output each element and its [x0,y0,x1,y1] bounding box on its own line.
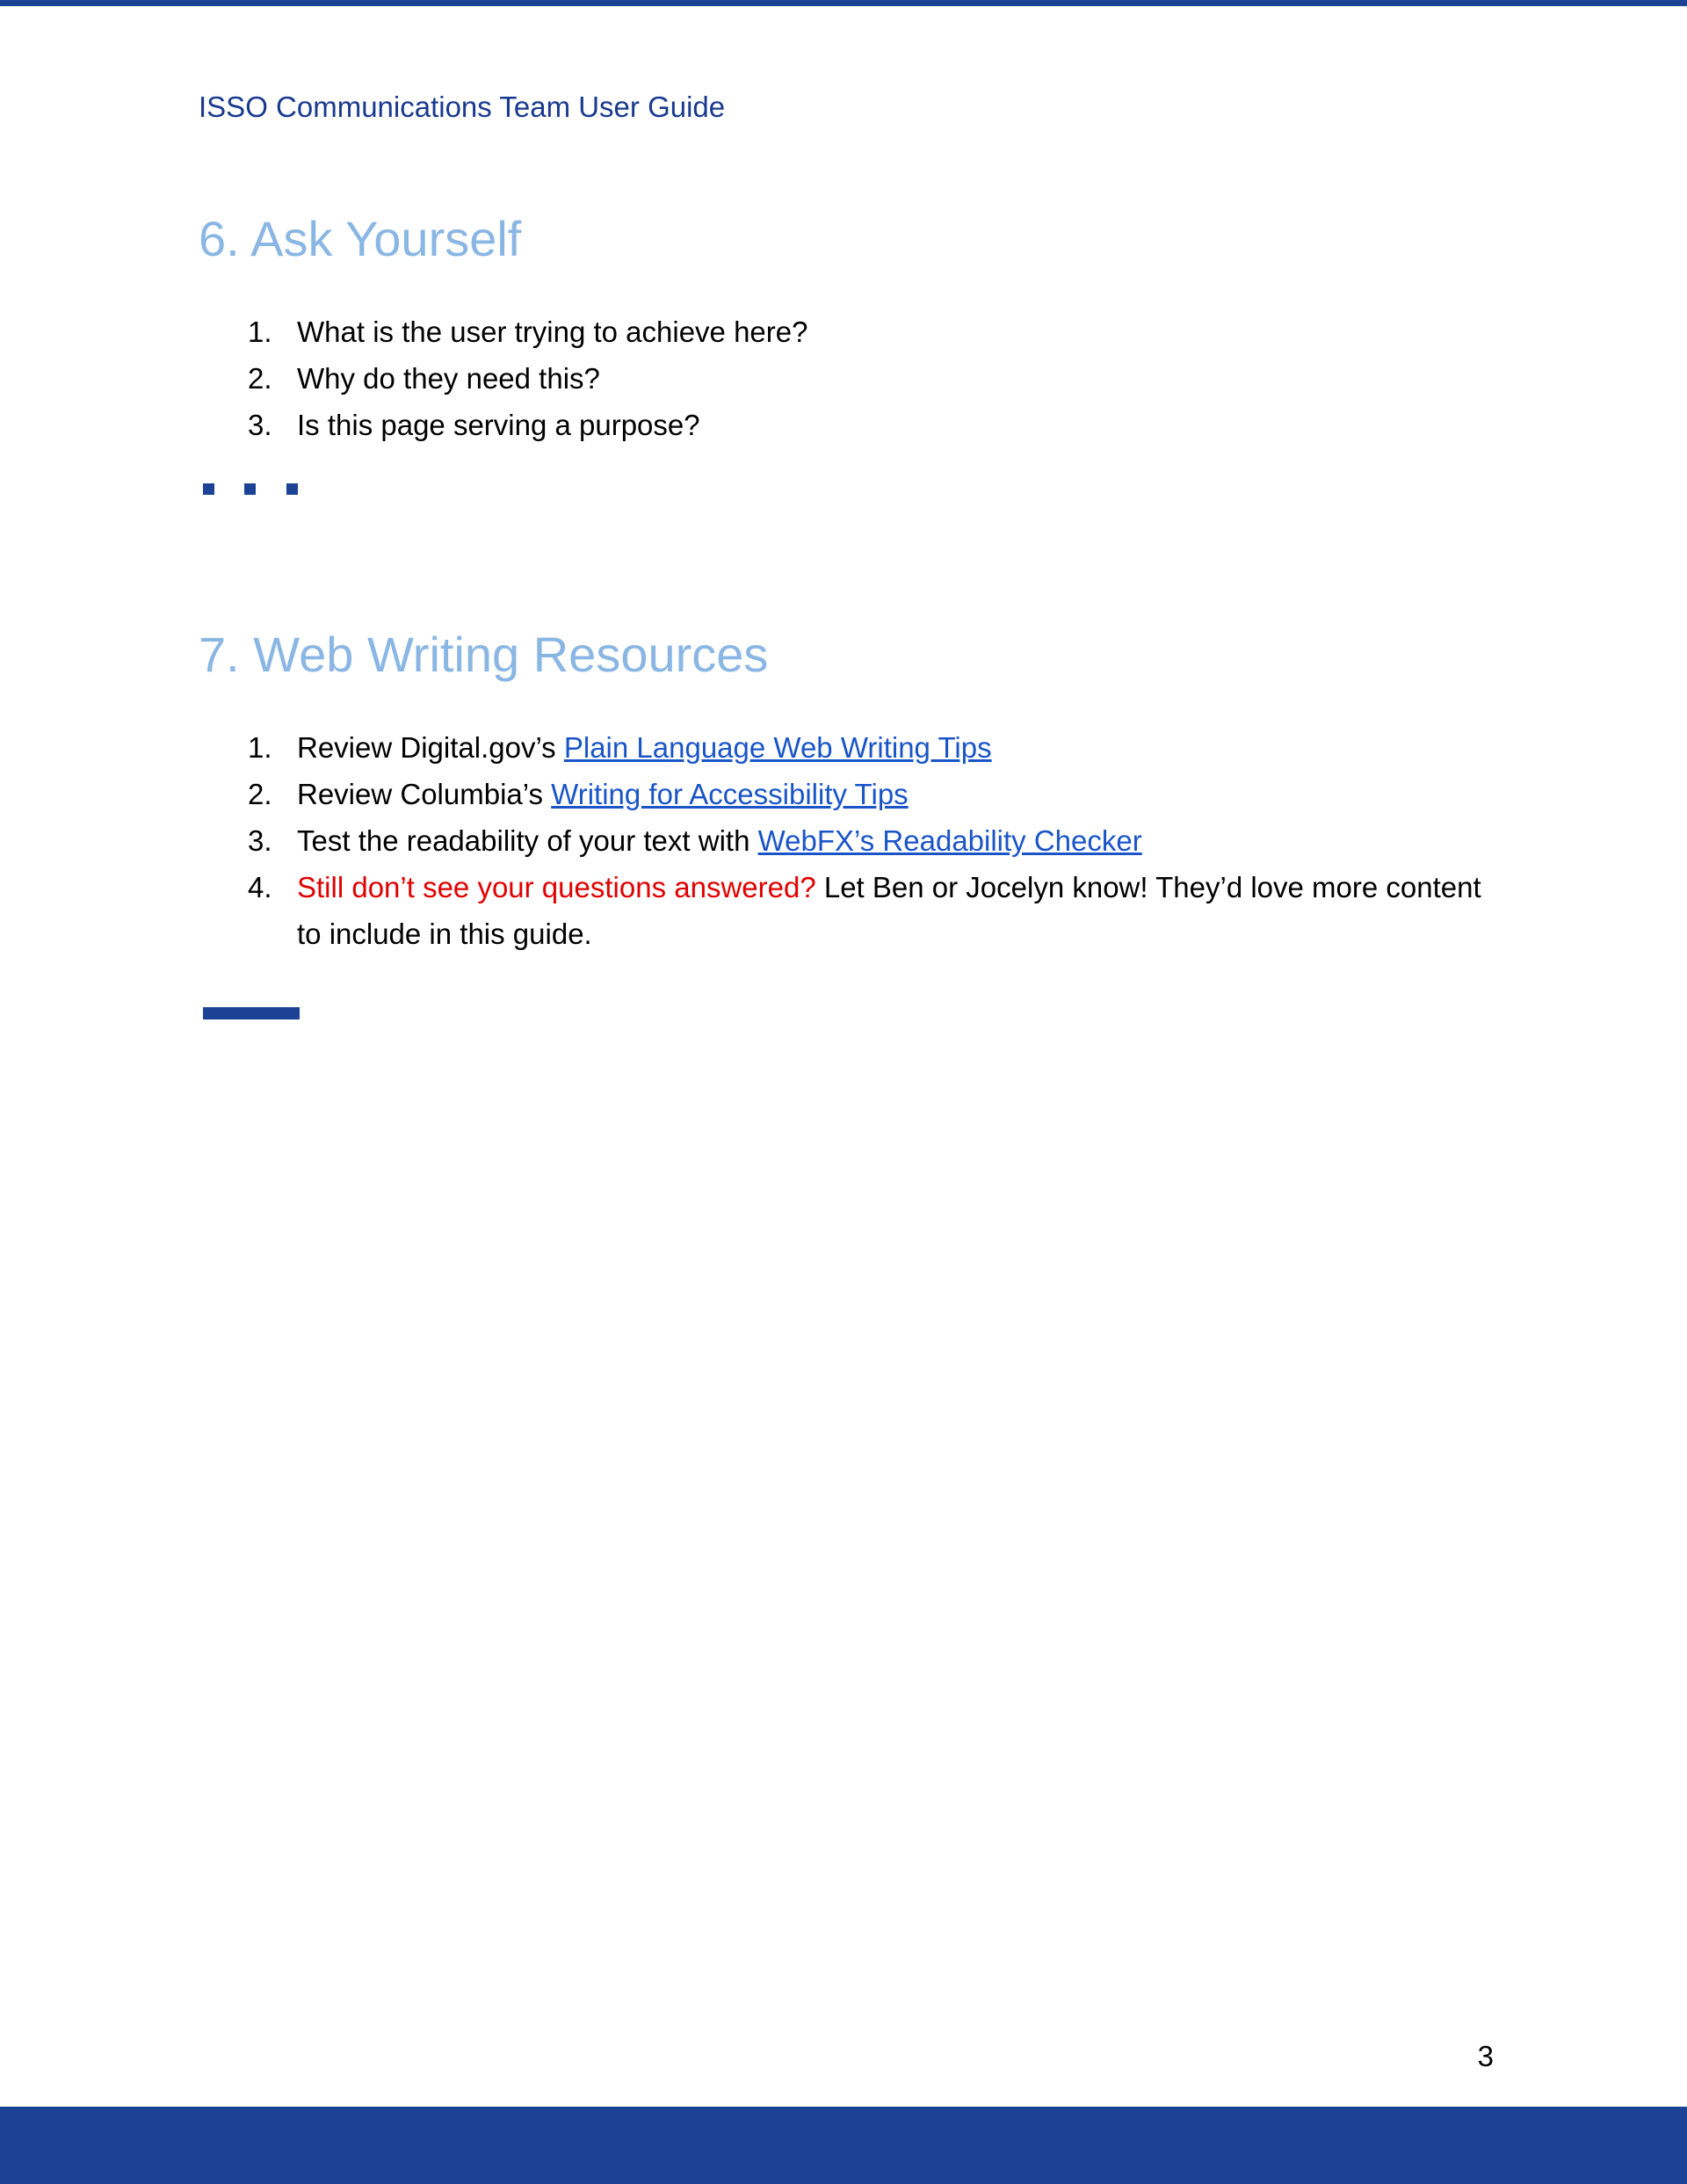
list-item [199,308,1499,355]
list-item-prefix: Review Columbia’s [297,778,552,810]
top-accent-bar [0,0,1687,6]
list-number: 3. [248,409,272,441]
bottom-accent-bar [0,2107,1687,2184]
list-item-text: Let Ben or Jocelyn know! They’d love more content to include in this guide. [297,871,1481,950]
document-header-title: ISSO Communications Team User Guide [199,91,726,123]
list-number: 2. [248,362,272,395]
web-writing-resources-list [199,724,1499,957]
divider-dot [244,483,256,495]
list-number: 4. [248,871,272,903]
list-item [199,724,1499,771]
list-item-text: Why do they need this? [297,362,600,395]
section-end-dash [203,1007,300,1019]
plain-language-tips-link[interactable]: Plain Language Web Writing Tips [563,731,992,764]
section-heading-web-writing-resources: 7. Web Writing Resources [199,627,769,682]
list-item-prefix: Review Digital.gov’s [297,731,564,764]
list-item [199,355,1499,402]
section-heading-ask-yourself: 6. Ask Yourself [199,211,522,266]
list-number: 1. [248,316,272,348]
list-number: 2. [248,778,272,810]
ask-yourself-list [199,308,1499,448]
section-divider-dots [203,483,308,495]
list-item [199,771,1499,817]
list-item [199,402,1499,448]
accessibility-tips-link[interactable]: Writing for Accessibility Tips [551,778,909,810]
page-number: 3 [1477,2040,1494,2072]
list-item-prefix: Test the readability of your text with [297,824,758,857]
list-number: 1. [248,731,272,764]
list-item-text: Is this page serving a purpose? [297,409,700,441]
list-item [199,864,1499,957]
readability-checker-link[interactable]: WebFX’s Readability Checker [757,824,1142,857]
divider-dot [286,483,298,495]
list-item [199,817,1499,864]
divider-dot [203,483,214,495]
list-number: 3. [248,824,272,857]
highlighted-question: Still don’t see your questions answered? [297,871,816,903]
list-item-text: What is the user trying to achieve here? [297,316,808,348]
